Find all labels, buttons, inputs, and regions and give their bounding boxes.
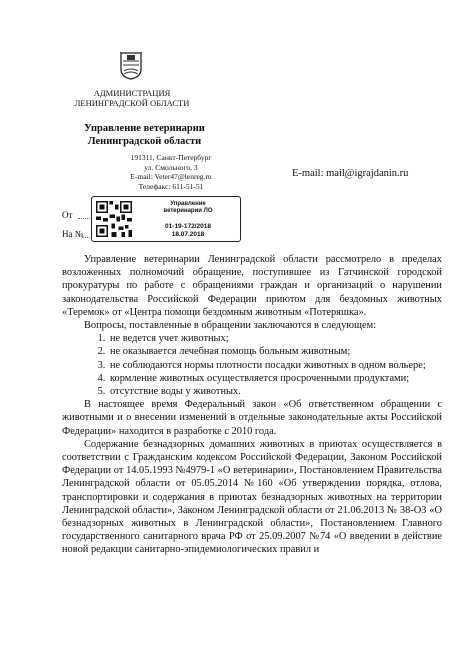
- issues-list: [62, 332, 442, 398]
- addr-line-2: ул. Смольного, 3: [144, 162, 198, 172]
- list-item: 5. отсутствие воды у животных.: [108, 385, 442, 398]
- letter-body: [62, 253, 442, 557]
- list-item: 4. кормление животных осуществляется просроченными продуктами;: [108, 372, 442, 385]
- addr-line-3: E-mail: Veter47@lenreg.ru: [130, 172, 212, 181]
- paragraph-intro: Управление ветеринарии Ленинградской области рассмотрело в пределах возложенных полномочий обращение, поступившее из Гатчинской городской прокуратуры по работе с обращениями граждан и организаций о нарушении законодательства Российской Федерации приютом для бездомных животных «Теремок» от «Центра помощи бездомным животным «Потеряшка».: [62, 254, 442, 318]
- stamp-registration: [140, 223, 236, 239]
- addr-line-4: Телефакс: 611-51-51: [138, 181, 204, 191]
- coat-of-arms-icon: [120, 52, 142, 80]
- paragraph-questions: Вопросы, поставленные в обращении заключаются в следующем:: [84, 320, 377, 332]
- registration-stamp: [91, 196, 241, 242]
- stamp-title-line-1: Управление: [170, 201, 206, 207]
- org-line-1: АДМИНИСТРАЦИЯ: [93, 88, 171, 98]
- dept-line-1: Управление ветеринарии: [84, 123, 205, 134]
- department-address: [96, 153, 246, 191]
- list-item: 2. не оказывается лечебная помощь больным животным;: [108, 345, 442, 358]
- organization-name: [62, 88, 202, 108]
- recipient-email: E-mail: mail@igrajdanin.ru: [292, 168, 409, 179]
- from-label: От: [62, 210, 73, 220]
- stamp-title: [140, 201, 236, 215]
- org-line-2: ЛЕНИНГРАДСКОЙ ОБЛАСТИ: [74, 98, 190, 108]
- department-name: [62, 122, 227, 148]
- stamp-number: 01-19-172/2018: [165, 223, 211, 230]
- to-line: [82, 237, 90, 238]
- qr-code-icon: [96, 201, 132, 237]
- dept-line-2: Ленинградской области: [87, 136, 202, 147]
- list-item: 3. не соблюдаются нормы плотности посадки животных в одном вольере;: [108, 359, 442, 372]
- from-line: [78, 218, 90, 219]
- list-item: 1. не ведется учет животных;: [108, 332, 442, 345]
- paragraph-federal-law: В настоящее время Федеральный закон «Об ответственном обращении с животными и о внесении изменений в отдельные законодательные акты Российской Федерации» находится в разработке с 2010 года.: [62, 399, 442, 437]
- stamp-title-line-2: ветеринарии ЛО: [163, 208, 213, 214]
- addr-line-1: 191311, Санкт-Петербург: [130, 153, 212, 162]
- stamp-date: 18.07.2018: [171, 231, 205, 238]
- paragraph-regulations: Содержание безнадзорных домашних животных в приютах осуществляется в соответствии с Гражданским кодексом Российской Федерации, Законом Российской Федерации от 14.05.1993 №4979-1 «О ветеринарии», Постановлением Правительства Ленинградской области от 05.05.2014 №160 «Об утверждении порядка, отлова, транспортировки и содержания в приютах безнадзорных животных на территории Ленинградской области», Законом Ленинградской области от 21.06.2013 № 38-ОЗ «О безнадзорных животных в Ленинградской области», Постановлением Главного государственного санитарного врача РФ от 25.09.2007 №74 «О введении в действие новой редакции санитарно-эпидемиологических правил и: [62, 438, 442, 556]
- to-label: На №: [62, 229, 84, 239]
